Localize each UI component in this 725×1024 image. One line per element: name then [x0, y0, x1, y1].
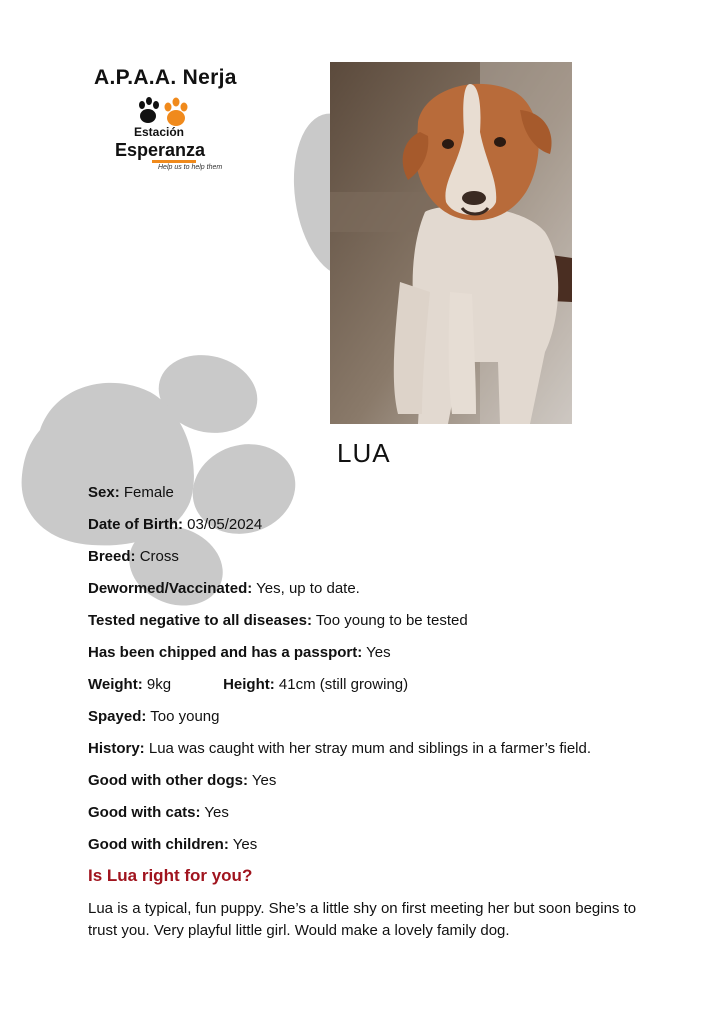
history-label: History:	[88, 740, 145, 757]
weight-height-field	[88, 672, 668, 704]
good-cats-field	[88, 800, 668, 832]
weight-label: Weight:	[88, 676, 143, 693]
sex-value: Female	[123, 484, 174, 501]
dog-photo	[330, 62, 572, 424]
good-cats-value: Yes	[204, 804, 229, 821]
spayed-label: Spayed:	[88, 708, 147, 725]
chipped-field	[88, 640, 668, 672]
dewormed-label: Dewormed/Vaccinated:	[88, 580, 253, 597]
logo-accent-bar	[152, 160, 196, 163]
dewormed-field	[88, 576, 668, 608]
good-dogs-field	[88, 768, 668, 800]
chipped-value: Yes	[366, 644, 391, 661]
logo-subtitle-large: Esperanza	[115, 140, 206, 160]
sex-label: Sex:	[88, 484, 120, 501]
breed-field	[88, 544, 668, 576]
history-value: Lua was caught with her stray mum and siblings in a farmer’s field.	[148, 740, 592, 757]
spayed-value: Too young	[150, 708, 220, 725]
logo-subtitle-small: Estación	[134, 125, 185, 139]
good-children-value: Yes	[232, 836, 258, 853]
history-field	[88, 736, 668, 768]
logo-title: A.P.A.A. Nerja	[94, 66, 237, 89]
spayed-field	[88, 704, 668, 736]
organization-logo	[86, 62, 236, 180]
breed-value: Cross	[139, 548, 179, 565]
section-heading: Is Lua right for you?	[88, 866, 253, 885]
tested-field	[88, 608, 668, 640]
good-children-label: Good with children:	[88, 836, 229, 853]
breed-label: Breed:	[88, 548, 136, 565]
dob-field	[88, 512, 668, 544]
paw-prints-icon	[138, 96, 194, 128]
dob-value: 03/05/2024	[187, 516, 263, 533]
good-cats-label: Good with cats:	[88, 804, 201, 821]
height-label: Height:	[223, 676, 275, 693]
good-dogs-value: Yes	[251, 772, 277, 789]
dob-label: Date of Birth:	[88, 516, 183, 533]
good-children-field	[88, 832, 668, 864]
sex-field	[88, 480, 668, 512]
logo-tagline: Help us to help them	[158, 164, 223, 171]
dog-details	[88, 480, 668, 864]
dog-illustration	[330, 62, 572, 424]
chipped-label: Has been chipped and has a passport:	[88, 644, 363, 661]
height-value: 41cm (still growing)	[278, 676, 409, 693]
tested-value: Too young to be tested	[315, 612, 468, 629]
section-summary: Lua is a typical, fun puppy. She’s a little shy on first meeting her but soon begins to trust you. Very playful little girl. Would make a lovely family dog.	[88, 900, 637, 939]
good-dogs-label: Good with other dogs:	[88, 772, 248, 789]
dog-name: LUA	[337, 438, 391, 468]
dewormed-value: Yes, up to date.	[256, 580, 360, 597]
weight-value: 9kg	[146, 676, 172, 693]
tested-label: Tested negative to all diseases:	[88, 612, 312, 629]
